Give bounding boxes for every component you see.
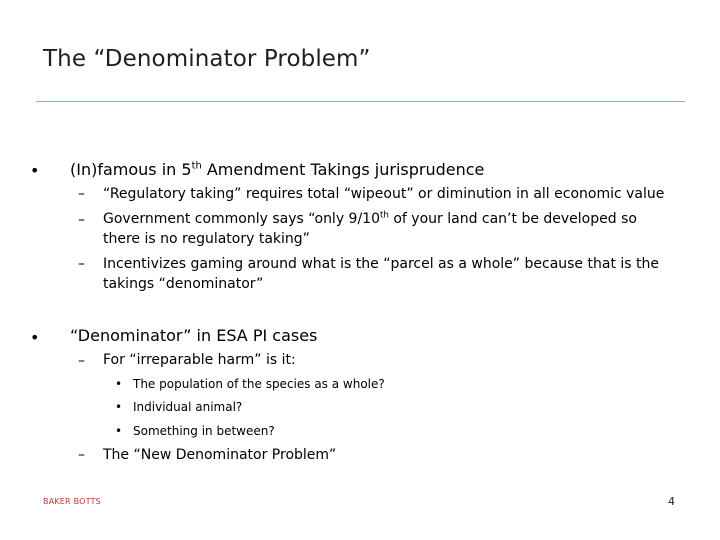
sub-bullet-1-2-line2: there is no regulatory taking” [103,231,310,247]
bullet-marker: • [30,161,40,180]
sub-bullet-2-1: For “irreparable harm” is it: [103,352,296,368]
sub-marker: – [78,212,85,228]
sub-marker: – [78,447,85,463]
sub-marker: – [78,256,85,272]
sub-bullet-1-3-line2: takings “denominator” [103,276,264,292]
sub-bullet-2-2: The “New Denominator Problem” [103,447,337,463]
sub-bullet-1-1: “Regulatory taking” requires total “wipeout” or diminution in all economic value [103,186,665,202]
third-level-marker: • [115,400,123,414]
third-level-item: Individual animal? [133,400,243,414]
bullet-marker: • [30,328,40,347]
bullet-2-text: “Denominator” in ESA PI cases [70,326,318,345]
third-level-marker: • [115,424,123,438]
footer-firm-logo: BAKER BOTTS [43,497,101,506]
third-level-marker: • [115,377,123,391]
page-number: 4 [668,495,675,508]
sub-marker: – [78,353,85,369]
sub-bullet-1-3-line1: Incentivizes gaming around what is the “parcel as a whole” because that is the [103,256,659,272]
third-level-item: Something in between? [133,424,275,438]
sub-marker: – [78,186,85,202]
sub-bullet-1-2-line1: Government commonly says “only 9/10th of your land can’t be developed so [103,210,637,227]
slide-title: The “Denominator Problem” [43,46,371,72]
third-level-item: The population of the species as a whole? [133,377,385,391]
bullet-1-text: (In)famous in 5th Amendment Takings jurisprudence [70,160,485,179]
